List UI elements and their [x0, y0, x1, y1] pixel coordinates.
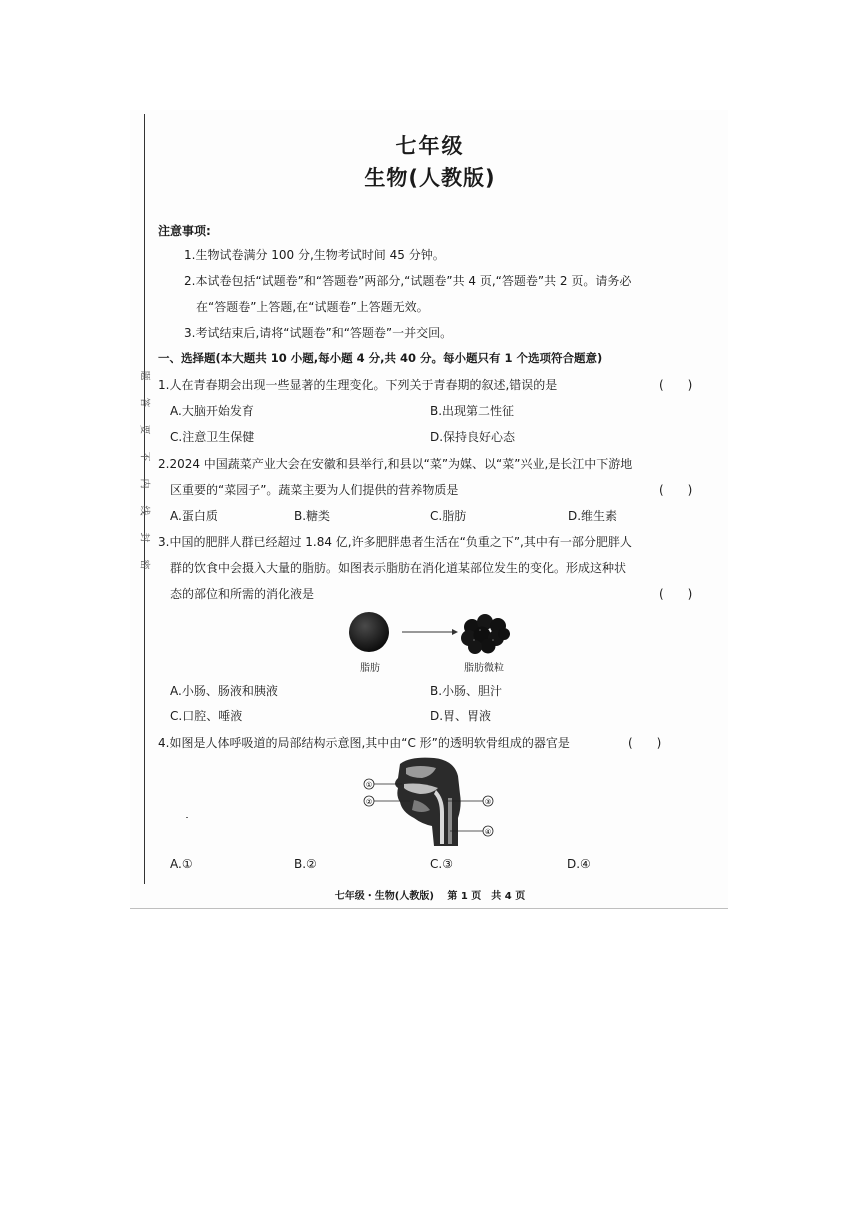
label-3-text: ③: [484, 798, 492, 806]
q3-stem-line2: 群的饮食中会摄入大量的脂肪。如图表示脂肪在消化道某部位发生的变化。形成这种状: [170, 561, 627, 575]
q4-answer-paren: ( ): [628, 736, 662, 750]
section-heading: 一、选择题(本大题共 10 小题,每小题 4 分,共 40 分。每小题只有 1 个选项符合题意): [158, 351, 603, 365]
label-2-text: ②: [365, 798, 373, 806]
q3-stem-line3: 态的部位和所需的消化液是: [170, 587, 315, 601]
q3-option-d: D.胃、胃液: [430, 709, 492, 723]
scan-speck: [186, 817, 188, 818]
q4-stem: 4.如图是人体呼吸道的局部结构示意图,其中由“C 形”的透明软骨组成的器官是: [158, 736, 570, 750]
fig-label-fat: 脂肪: [360, 663, 380, 674]
respiratory-tract-figure: [362, 754, 502, 850]
q1-option-a: A.大脑开始发育: [170, 404, 254, 418]
binding-char: 不: [138, 451, 150, 462]
subject-title: 生物(人教版): [364, 166, 496, 190]
binding-margin-text: [128, 362, 150, 578]
fat-droplet: [349, 612, 389, 652]
binding-char: 答: [138, 397, 150, 408]
notice-heading: 注意事项:: [158, 224, 211, 238]
q2-option-d: D.维生素: [568, 509, 618, 523]
q4-option-c: C.③: [430, 857, 453, 871]
binding-char: 封: [138, 532, 150, 543]
binding-char: 线: [138, 505, 150, 516]
q3-option-a: A.小肠、肠液和胰液: [170, 684, 278, 698]
fat-particles: [461, 614, 510, 654]
binding-char: 题: [138, 370, 150, 381]
q1-stem: 1.人在青春期会出现一些显著的生理变化。下列关于青春期的叙述,错误的是: [158, 378, 558, 392]
label-4-text: ④: [484, 828, 492, 836]
page-footer: 七年级・生物(人教版) 第 1 页 共 4 页: [334, 891, 526, 902]
q2-option-c: C.脂肪: [430, 509, 467, 523]
q2-stem-line2: 区重要的“菜园子”。蔬菜主要为人们提供的营养物质是: [170, 483, 459, 497]
q4-option-b: B.②: [294, 857, 317, 871]
label-1-text: ①: [365, 781, 373, 789]
q2-answer-paren: ( ): [659, 483, 693, 497]
q1-option-d: D.保持良好心态: [430, 430, 516, 444]
notice-item-3: 3.考试结束后,请将“试题卷”和“答题卷”一并交回。: [184, 326, 453, 340]
binding-line: [144, 114, 145, 884]
binding-char: 密: [138, 559, 150, 570]
q4-option-a: A.①: [170, 857, 193, 871]
notice-item-1: 1.生物试卷满分 100 分,生物考试时间 45 分钟。: [184, 248, 445, 262]
q2-option-b: B.糖类: [294, 509, 331, 523]
q3-answer-paren: ( ): [659, 587, 693, 601]
q3-option-b: B.小肠、胆汁: [430, 684, 503, 698]
notice-item-2: 2.本试卷包括“试题卷”和“答题卷”两部分,“试题卷”共 4 页,“答题卷”共 2 页。请务必: [184, 274, 632, 288]
fig-label-fat-particles: 脂肪微粒: [464, 663, 504, 674]
q2-stem-line1: 2.2024 中国蔬菜产业大会在安徽和县举行,和县以“菜”为媒、以“菜”兴业,是长江中下游地: [158, 457, 633, 471]
binding-char: 内: [138, 478, 150, 489]
q4-option-d: D.④: [567, 857, 591, 871]
q3-option-c: C.口腔、唾液: [170, 709, 243, 723]
q2-option-a: A.蛋白质: [170, 509, 218, 523]
q1-option-b: B.出现第二性征: [430, 404, 515, 418]
q1-option-c: C.注意卫生保健: [170, 430, 255, 444]
q3-stem-line1: 3.中国的肥胖人群已经超过 1.84 亿,许多肥胖患者生活在“负重之下”,其中有一部分肥胖人: [158, 535, 632, 549]
q1-answer-paren: ( ): [659, 378, 693, 392]
notice-item-2-cont: 在“答题卷”上答题,在“试题卷”上答题无效。: [196, 300, 429, 314]
binding-char: 要: [138, 424, 150, 435]
grade-title: 七年级: [395, 134, 465, 158]
